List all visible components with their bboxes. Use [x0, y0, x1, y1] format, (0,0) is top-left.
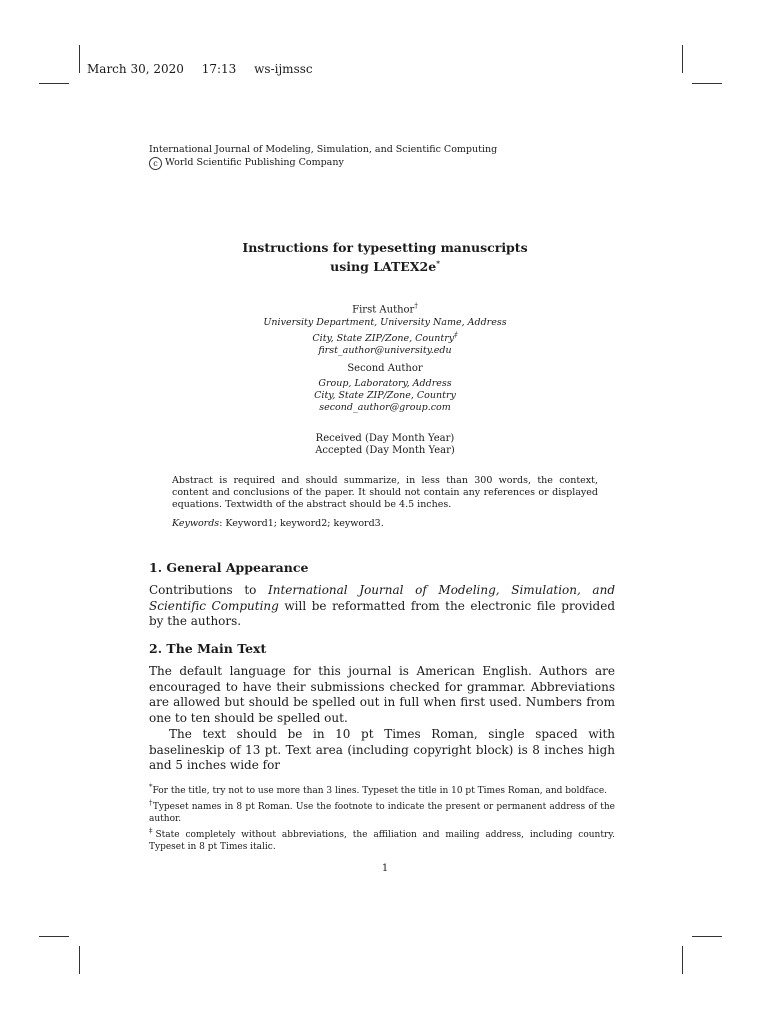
author-1-email: first_author@university.edu	[318, 345, 452, 357]
accepted-date: Accepted (Day Month Year)	[315, 445, 455, 456]
footnotes	[149, 781, 615, 853]
author-2-email: second_author@group.com	[319, 402, 451, 413]
section-1-heading: 1. General Appearance	[149, 560, 309, 575]
title-line-2: using LATEX2e*	[330, 259, 440, 275]
crop-mark-bottom-right-vertical	[682, 946, 683, 974]
crop-mark-bottom-right-horizontal	[692, 936, 722, 937]
header-style: ws-ijmssc	[254, 62, 313, 76]
header-time: 17:13	[201, 62, 237, 76]
crop-mark-top-right-horizontal	[692, 83, 722, 84]
abstract: Abstract is required and should summarize, in less than 300 words, the context, content and conclusions of the paper. It should not contain any references or displayed equations. Textwidth of the abstract should be 4.5 inches.	[172, 475, 598, 510]
received-date: Received (Day Month Year)	[315, 433, 455, 444]
publisher-line	[149, 156, 497, 170]
section-2-heading: 2. The Main Text	[149, 641, 267, 656]
author-2-affiliation: Group, Laboratory, Address City, State ZIP/Zone, Country second_author@group.com	[0, 378, 770, 414]
publisher-name: World Scientific Publishing Company	[165, 157, 344, 168]
journal-name: International Journal of Modeling, Simulation, and Scientific Computing	[149, 144, 498, 155]
crop-mark-top-left-horizontal	[39, 83, 69, 84]
footnote-3: ‡State completely without abbreviations, the affiliation and mailing address, including country. Typeset in 8 pt Times italic.	[149, 827, 616, 852]
title-footnote-mark: *	[436, 259, 440, 268]
header-date: March 30, 2020	[87, 62, 184, 76]
keywords-text: : Keyword1; keyword2; keyword3.	[219, 518, 384, 529]
section-1-paragraph: Contributions to International Journal of Modeling, Simulation, and Scientific Computing will be reformatted from the electronic file provided by the authors.	[149, 583, 616, 628]
section-2-paragraph-1: The default language for this journal is American English. Authors are encouraged to have their submissions checked for grammar. Abbreviations are allowed but should be spelled out in full when first used. Numbers from one to ten should be spelled out.	[149, 664, 615, 725]
author-1-affiliation: University Department, University Name, Address City, State ZIP/Zone, Country‡ first_author@university.edu	[0, 317, 770, 357]
page-number: 1	[381, 863, 389, 874]
section-2-paragraph-2: The text should be in 10 pt Times Roman, single spaced with baselineskip of 13 pt. Text area (including copyright block) is 8 inches high and 5 inches wide for	[149, 727, 615, 772]
footnote-1: *For the title, try not to use more than 3 lines. Typeset the title in 10 pt Times Roman, and boldface.	[149, 783, 608, 796]
keywords	[172, 518, 384, 529]
journal-block	[149, 143, 497, 170]
running-header	[87, 62, 327, 76]
footnote-2: †Typeset names in 8 pt Roman. Use the footnote to indicate the present or permanent address of the author.	[149, 799, 616, 824]
keywords-label: Keywords	[172, 518, 220, 529]
author-2-name: Second Author	[347, 363, 423, 374]
crop-mark-bottom-left-horizontal	[39, 936, 69, 937]
dates-block	[0, 433, 770, 457]
copyright-icon: c	[149, 157, 162, 170]
author-1-name: First Author†	[352, 302, 418, 316]
crop-mark-bottom-left-vertical	[79, 946, 80, 974]
paper-title	[0, 240, 770, 275]
crop-mark-top-right-vertical	[682, 45, 683, 73]
title-line-1: Instructions for typesetting manuscripts	[242, 240, 528, 255]
crop-mark-top-left-vertical	[79, 45, 80, 73]
